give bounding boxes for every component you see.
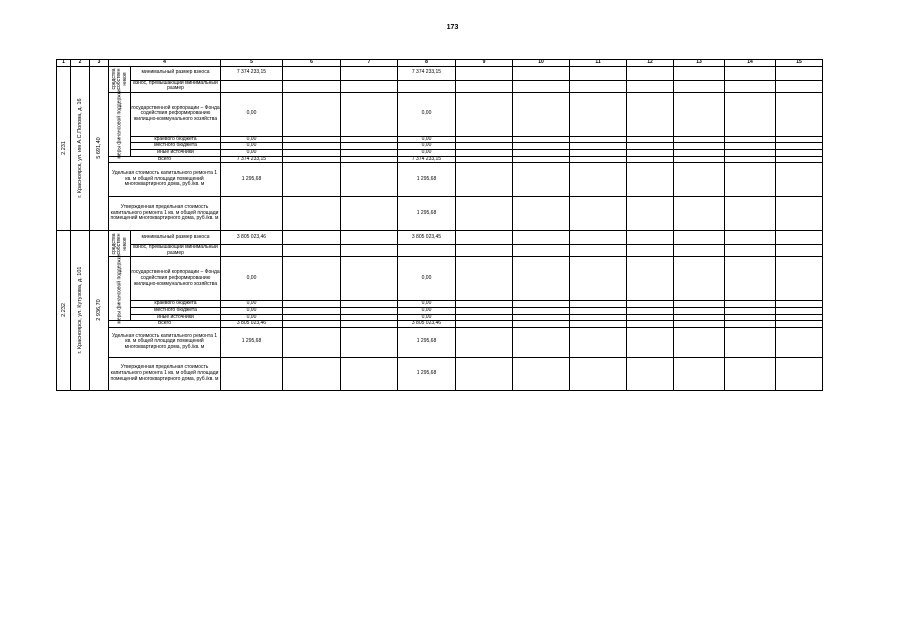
cell-col-5 — [221, 245, 283, 257]
col-header-8: 8 — [398, 60, 456, 67]
cell-col-9 — [456, 197, 513, 231]
cell-col-9 — [456, 149, 513, 156]
cell-col-11 — [570, 357, 627, 390]
cell-col-10 — [513, 245, 570, 257]
cell-col-11 — [570, 66, 627, 80]
cell-col-13 — [674, 143, 725, 150]
cell-col-5: 0,00 — [221, 92, 283, 136]
cell-col-7 — [341, 357, 398, 390]
cell-col-11 — [570, 245, 627, 257]
record-row-approved-limit — [57, 357, 823, 390]
cell-col-5: 0,00 — [221, 314, 283, 321]
cell-col-9 — [456, 143, 513, 150]
own-funds-group-label: средства собствен ников — [109, 231, 131, 257]
col-header-6: 6 — [283, 60, 341, 67]
row-label: Всего — [109, 156, 221, 163]
cell-col-8: 3 805 023,45 — [398, 231, 456, 245]
cell-col-9 — [456, 321, 513, 328]
cell-col-13 — [674, 156, 725, 163]
cell-col-15 — [776, 357, 823, 390]
cell-col-5: 3 805 023,46 — [221, 231, 283, 245]
col-header-5: 5 — [221, 60, 283, 67]
cell-col-8: 0,00 — [398, 143, 456, 150]
cell-col-5: 0,00 — [221, 257, 283, 301]
cell-col-12 — [627, 163, 674, 197]
capital-repair-table — [56, 59, 823, 391]
record-row-above-min — [57, 80, 823, 92]
cell-col-6 — [283, 197, 341, 231]
cell-col-11 — [570, 163, 627, 197]
cell-col-9 — [456, 357, 513, 390]
cell-col-13 — [674, 66, 725, 80]
cell-col-8: 0,00 — [398, 92, 456, 136]
cell-col-11 — [570, 327, 627, 357]
cell-col-6 — [283, 231, 341, 245]
col-header-11: 11 — [570, 60, 627, 67]
cell-col-8: 0,00 — [398, 301, 456, 308]
cell-col-7 — [341, 307, 398, 314]
row-label: Удельная стоимость капитального ремонта 1 кв. м общей площади помещений многоквартирного дома, руб./кв. м — [109, 163, 221, 197]
row-label: Всего — [109, 321, 221, 328]
row-label: иные источники — [131, 314, 221, 321]
cell-col-9 — [456, 257, 513, 301]
support-group-label: меры финансовой поддержки — [109, 92, 131, 156]
cell-col-14 — [725, 327, 776, 357]
row-label: Утвержденная предельная стоимость капитального ремонта 1 кв. м общей площади помещений многоквартирного дома, руб./кв. м — [109, 197, 221, 231]
cell-col-12 — [627, 143, 674, 150]
row-label: минимальный размер взноса — [131, 66, 221, 80]
cell-col-6 — [283, 257, 341, 301]
cell-col-14 — [725, 80, 776, 92]
cell-col-13 — [674, 163, 725, 197]
cell-col-11 — [570, 136, 627, 143]
record-address: г. Красноярск, ул. им А.С.Попова, д. 16 — [71, 66, 90, 231]
cell-col-6 — [283, 327, 341, 357]
cell-col-11 — [570, 80, 627, 92]
cell-col-5: 1 295,68 — [221, 327, 283, 357]
record-number: 2.232 — [57, 231, 71, 391]
cell-col-10 — [513, 66, 570, 80]
row-label: Утвержденная предельная стоимость капитального ремонта 1 кв. м общей площади помещений многоквартирного дома, руб./кв. м — [109, 357, 221, 390]
cell-col-9 — [456, 327, 513, 357]
cell-col-6 — [283, 149, 341, 156]
cell-col-13 — [674, 136, 725, 143]
cell-col-8: 0,00 — [398, 307, 456, 314]
cell-col-5: 0,00 — [221, 136, 283, 143]
cell-col-7 — [341, 92, 398, 136]
cell-col-11 — [570, 321, 627, 328]
cell-col-7 — [341, 327, 398, 357]
col-header-1: 1 — [57, 60, 71, 67]
cell-col-5: 0,00 — [221, 301, 283, 308]
cell-col-8: 0,00 — [398, 257, 456, 301]
cell-col-14 — [725, 245, 776, 257]
cell-col-15 — [776, 92, 823, 136]
cell-col-10 — [513, 92, 570, 136]
cell-col-10 — [513, 357, 570, 390]
cell-col-12 — [627, 149, 674, 156]
cell-col-12 — [627, 66, 674, 80]
cell-col-9 — [456, 136, 513, 143]
cell-col-7 — [341, 245, 398, 257]
cell-col-5 — [221, 197, 283, 231]
cell-col-8 — [398, 80, 456, 92]
cell-col-10 — [513, 163, 570, 197]
col-header-15: 15 — [776, 60, 823, 67]
cell-col-14 — [725, 307, 776, 314]
cell-col-14 — [725, 257, 776, 301]
row-label: иные источники — [131, 149, 221, 156]
cell-col-7 — [341, 80, 398, 92]
cell-col-5: 7 374 233,15 — [221, 156, 283, 163]
row-label: государственной корпорации – Фонда содействия реформированию жилищно-коммунального хозяйства — [131, 92, 221, 136]
record-area: 5 691,40 — [90, 66, 109, 231]
row-label: взнос, превышающий минимальный размер — [131, 80, 221, 92]
record-row-unit-cost — [57, 327, 823, 357]
cell-col-5: 0,00 — [221, 143, 283, 150]
cell-col-6 — [283, 92, 341, 136]
record-row-fund — [57, 257, 823, 301]
cell-col-6 — [283, 307, 341, 314]
cell-col-15 — [776, 80, 823, 92]
record-row-unit-cost — [57, 163, 823, 197]
cell-col-7 — [341, 314, 398, 321]
cell-col-5: 1 295,68 — [221, 163, 283, 197]
cell-col-11 — [570, 314, 627, 321]
cell-col-10 — [513, 80, 570, 92]
cell-col-11 — [570, 149, 627, 156]
cell-col-9 — [456, 80, 513, 92]
cell-col-10 — [513, 156, 570, 163]
cell-col-13 — [674, 245, 725, 257]
cell-col-9 — [456, 66, 513, 80]
support-group-label: меры финансовой поддержки — [109, 257, 131, 321]
cell-col-12 — [627, 307, 674, 314]
record-row-approved-limit — [57, 197, 823, 231]
cell-col-6 — [283, 301, 341, 308]
cell-col-10 — [513, 143, 570, 150]
page-number: 173 — [446, 24, 459, 31]
cell-col-13 — [674, 80, 725, 92]
cell-col-9 — [456, 231, 513, 245]
cell-col-15 — [776, 314, 823, 321]
cell-col-9 — [456, 314, 513, 321]
cell-col-9 — [456, 156, 513, 163]
row-label: взнос, превышающий минимальный размер — [131, 245, 221, 257]
cell-col-13 — [674, 231, 725, 245]
cell-col-7 — [341, 66, 398, 80]
cell-col-8: 0,00 — [398, 149, 456, 156]
cell-col-8: 3 805 023,46 — [398, 321, 456, 328]
cell-col-15 — [776, 327, 823, 357]
cell-col-12 — [627, 314, 674, 321]
cell-col-14 — [725, 231, 776, 245]
cell-col-13 — [674, 307, 725, 314]
cell-col-14 — [725, 66, 776, 80]
cell-col-6 — [283, 357, 341, 390]
cell-col-5: 3 805 023,46 — [221, 321, 283, 328]
cell-col-14 — [725, 149, 776, 156]
cell-col-13 — [674, 301, 725, 308]
col-header-10: 10 — [513, 60, 570, 67]
cell-col-7 — [341, 231, 398, 245]
cell-col-9 — [456, 163, 513, 197]
cell-col-5: 7 374 233,15 — [221, 66, 283, 80]
record-row-total — [57, 156, 823, 163]
cell-col-12 — [627, 231, 674, 245]
cell-col-5: 0,00 — [221, 307, 283, 314]
cell-col-6 — [283, 314, 341, 321]
cell-col-15 — [776, 257, 823, 301]
cell-col-14 — [725, 136, 776, 143]
own-funds-group-label: средства собствен ников — [109, 66, 131, 92]
cell-col-14 — [725, 321, 776, 328]
cell-col-11 — [570, 231, 627, 245]
row-label: местного бюджета — [131, 307, 221, 314]
cell-col-14 — [725, 156, 776, 163]
cell-col-8: 7 374 233,15 — [398, 156, 456, 163]
col-header-9: 9 — [456, 60, 513, 67]
cell-col-10 — [513, 136, 570, 143]
col-header-3: 3 — [90, 60, 109, 67]
cell-col-13 — [674, 357, 725, 390]
record-address: г. Красноярск, ул. Кутузова, д. 101 — [71, 231, 90, 391]
record-area: 2 936,70 — [90, 231, 109, 391]
cell-col-6 — [283, 80, 341, 92]
cell-col-8: 0,00 — [398, 136, 456, 143]
cell-col-12 — [627, 327, 674, 357]
cell-col-13 — [674, 321, 725, 328]
cell-col-12 — [627, 92, 674, 136]
cell-col-8: 1 295,68 — [398, 197, 456, 231]
cell-col-13 — [674, 327, 725, 357]
cell-col-15 — [776, 321, 823, 328]
col-header-12: 12 — [627, 60, 674, 67]
cell-col-6 — [283, 245, 341, 257]
cell-col-15 — [776, 66, 823, 80]
cell-col-7 — [341, 149, 398, 156]
cell-col-7 — [341, 301, 398, 308]
cell-col-6 — [283, 143, 341, 150]
cell-col-9 — [456, 245, 513, 257]
cell-col-11 — [570, 92, 627, 136]
cell-col-10 — [513, 301, 570, 308]
cell-col-11 — [570, 301, 627, 308]
cell-col-13 — [674, 257, 725, 301]
cell-col-11 — [570, 257, 627, 301]
cell-col-10 — [513, 327, 570, 357]
cell-col-13 — [674, 92, 725, 136]
cell-col-9 — [456, 301, 513, 308]
cell-col-7 — [341, 136, 398, 143]
cell-col-10 — [513, 197, 570, 231]
cell-col-6 — [283, 136, 341, 143]
cell-col-15 — [776, 163, 823, 197]
cell-col-15 — [776, 197, 823, 231]
col-header-14: 14 — [725, 60, 776, 67]
cell-col-12 — [627, 156, 674, 163]
cell-col-10 — [513, 307, 570, 314]
cell-col-12 — [627, 321, 674, 328]
row-label: государственной корпорации – Фонда содействия реформированию жилищно-коммунального хозяйства — [131, 257, 221, 301]
cell-col-9 — [456, 92, 513, 136]
record-row-min-contribution — [57, 66, 823, 80]
cell-col-7 — [341, 321, 398, 328]
cell-col-7 — [341, 197, 398, 231]
cell-col-12 — [627, 301, 674, 308]
cell-col-5 — [221, 357, 283, 390]
cell-col-8: 1 295,68 — [398, 327, 456, 357]
record-number: 2.231 — [57, 66, 71, 231]
cell-col-11 — [570, 197, 627, 231]
cell-col-5: 0,00 — [221, 149, 283, 156]
row-label: Удельная стоимость капитального ремонта 1 кв. м общей площади помещений многоквартирного дома, руб./кв. м — [109, 327, 221, 357]
cell-col-14 — [725, 301, 776, 308]
cell-col-10 — [513, 149, 570, 156]
cell-col-15 — [776, 156, 823, 163]
cell-col-10 — [513, 231, 570, 245]
cell-col-11 — [570, 156, 627, 163]
col-header-2: 2 — [71, 60, 90, 67]
record-row-fund — [57, 92, 823, 136]
row-label: краевого бюджета — [131, 136, 221, 143]
cell-col-8: 1 295,68 — [398, 163, 456, 197]
col-header-4: 4 — [109, 60, 221, 67]
cell-col-15 — [776, 245, 823, 257]
cell-col-6 — [283, 163, 341, 197]
cell-col-10 — [513, 314, 570, 321]
cell-col-14 — [725, 92, 776, 136]
cell-col-7 — [341, 163, 398, 197]
cell-col-8: 7 374 233,15 — [398, 66, 456, 80]
cell-col-14 — [725, 357, 776, 390]
cell-col-14 — [725, 143, 776, 150]
cell-col-15 — [776, 307, 823, 314]
cell-col-14 — [725, 314, 776, 321]
cell-col-9 — [456, 307, 513, 314]
cell-col-8: 1 295,68 — [398, 357, 456, 390]
row-label: краевого бюджета — [131, 301, 221, 308]
col-header-13: 13 — [674, 60, 725, 67]
header-row — [57, 60, 823, 67]
cell-col-7 — [341, 257, 398, 301]
col-header-7: 7 — [341, 60, 398, 67]
cell-col-5 — [221, 80, 283, 92]
cell-col-10 — [513, 321, 570, 328]
row-label: местного бюджета — [131, 143, 221, 150]
cell-col-7 — [341, 156, 398, 163]
cell-col-15 — [776, 149, 823, 156]
row-label: минимальный размер взноса — [131, 231, 221, 245]
cell-col-6 — [283, 321, 341, 328]
cell-col-15 — [776, 301, 823, 308]
cell-col-8: 0,00 — [398, 314, 456, 321]
cell-col-8 — [398, 245, 456, 257]
cell-col-6 — [283, 66, 341, 80]
cell-col-11 — [570, 307, 627, 314]
cell-col-10 — [513, 257, 570, 301]
cell-col-15 — [776, 136, 823, 143]
record-row-total — [57, 321, 823, 328]
cell-col-12 — [627, 245, 674, 257]
record-row-min-contribution — [57, 231, 823, 245]
cell-col-12 — [627, 80, 674, 92]
cell-col-12 — [627, 257, 674, 301]
cell-col-13 — [674, 149, 725, 156]
cell-col-12 — [627, 357, 674, 390]
cell-col-15 — [776, 231, 823, 245]
cell-col-6 — [283, 156, 341, 163]
cell-col-15 — [776, 143, 823, 150]
cell-col-12 — [627, 197, 674, 231]
cell-col-7 — [341, 143, 398, 150]
cell-col-11 — [570, 143, 627, 150]
record-row-above-min — [57, 245, 823, 257]
cell-col-14 — [725, 197, 776, 231]
cell-col-12 — [627, 136, 674, 143]
cell-col-13 — [674, 314, 725, 321]
cell-col-14 — [725, 163, 776, 197]
cell-col-13 — [674, 197, 725, 231]
